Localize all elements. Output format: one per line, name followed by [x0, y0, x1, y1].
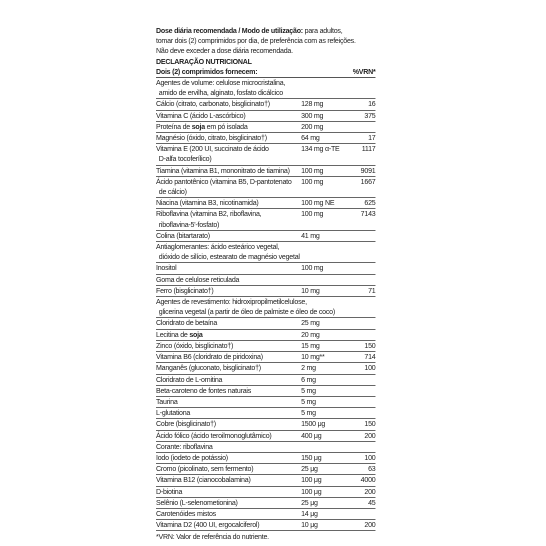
nutrient-name: Manganês (gluconato, bisglicinato†) [156, 363, 261, 373]
nutrient-name: Vitamina C (ácido L-ascórbico) [156, 110, 246, 120]
nutrient-amount: 25 μg [301, 464, 318, 474]
nutrient-vrn: 714 [364, 352, 376, 362]
nutrient-vrn: 63 [368, 464, 376, 474]
nutrient-name: Cobre (bisglicinato†) [156, 419, 216, 429]
table-row [156, 363, 375, 374]
nutrient-list-2 [156, 318, 375, 441]
nutrient-amount: 128 mg [301, 99, 324, 109]
table-row [156, 111, 375, 122]
table-row [156, 330, 375, 341]
nutrient-amount: 5 mg [301, 385, 316, 395]
table-row [156, 431, 375, 442]
nutrient-amount: 100 mg [301, 165, 324, 175]
nutrient-amount: 400 μg [301, 430, 322, 440]
nutrient-name-continued: riboflavina-5'-fosfato) [158, 219, 220, 229]
table-row [156, 122, 375, 133]
header-left: Dois (2) comprimidos fornecem: [156, 66, 258, 76]
nutrient-vrn: 45 [368, 497, 376, 507]
table-row [156, 263, 375, 274]
table-row [156, 177, 375, 198]
usage-text-2: tomar dois (2) comprimidos por dia, de preferência com as refeições. [156, 36, 356, 46]
nutrient-vrn: 375 [364, 110, 376, 120]
nutrient-name: Ácido fólico (ácido teroilmonoglutâmico) [156, 430, 272, 440]
antiagglomerants-line-1: Antiaglomerantes: ácido esteárico vegetal, [156, 242, 280, 252]
table-row [156, 520, 375, 531]
nutrient-name: Selênio (L-selenometionina) [156, 497, 238, 507]
bulking-agents-line-2: amido de ervilha, alginato, fosfato dicálcico [158, 88, 283, 98]
table-row [156, 419, 375, 430]
nutrient-name-continued: D-alfa tocoferílico) [158, 154, 212, 164]
nutrient-name-continued: de cálcio) [158, 187, 187, 197]
nutrition-label [156, 26, 375, 543]
nutrient-vrn: 1117 [361, 144, 376, 154]
nutrient-amount: 25 mg [301, 318, 320, 328]
nutrient-name: Vitamina E (200 UI, succinato de ácido D-alfa tocoferílico) [156, 144, 301, 164]
nutrient-amount: 5 mg [301, 396, 316, 406]
nutrient-amount: 5 mg [301, 408, 316, 418]
usage-text-1: para adultos, [302, 26, 343, 35]
nutrient-amount: 6 mg [301, 374, 316, 384]
nutrient-name: Proteína de soja em pó isolada [156, 121, 248, 131]
table-row [156, 166, 375, 177]
footnote: *VRN: Valor de referência do nutriente. [156, 532, 269, 542]
nutrient-name: Tiamina (vitamina B1, mononitrato de tiamina) [156, 165, 290, 175]
nutrient-name: Ácido pantotênico (vitamina B5, D-pantotenato de cálcio) [156, 177, 301, 197]
table-row [156, 386, 375, 397]
nutrient-name: Vitamina B12 (cianocobalamina) [156, 475, 251, 485]
nutrient-amount: 300 mg [301, 110, 324, 120]
table-row [156, 487, 375, 498]
nutrient-name: Cromo (picolinato, sem fermento) [156, 464, 254, 474]
table-row [156, 397, 375, 408]
nutrient-vrn: 150 [364, 419, 376, 429]
nutrient-name: Vitamina B6 (cloridrato de piridoxina) [156, 352, 263, 362]
table-row [156, 99, 375, 110]
nutrient-vrn: 100 [364, 452, 376, 462]
header-right: %VRN* [352, 66, 376, 76]
antiagglomerants-line-2: dióxido de silício, estearato de magnésio vegetal [158, 252, 300, 262]
table-row [156, 509, 375, 520]
nutrient-vrn: 100 [364, 363, 376, 373]
nutrient-amount: 134 mg α-TE [301, 144, 340, 154]
table-row [156, 144, 375, 165]
nutrient-vrn: 200 [364, 430, 376, 440]
nutrient-name: Beta-caroteno de fontes naturais [156, 385, 252, 395]
nutrient-vrn: 16 [368, 99, 376, 109]
nutrient-amount: 100 μg [301, 486, 322, 496]
table-header [156, 67, 375, 78]
nutrient-name: Carotenóides mistos [156, 508, 216, 518]
table-row [156, 453, 375, 464]
nutrient-name: Riboflavina (vitamina B2, riboflavina, riboflavina-5'-fosfato) [156, 209, 301, 229]
table-row [156, 475, 375, 486]
usage-heading: Dose diária recomendada / Modo de utilização: [156, 26, 303, 35]
table-row [156, 464, 375, 475]
nutrient-vrn: 150 [364, 340, 376, 350]
nutrient-amount: 2 mg [301, 363, 316, 373]
nutrient-name: Vitamina D2 (400 UI, ergocalciferol) [156, 520, 260, 530]
nutrient-name: Ferro (bisglicinato†) [156, 285, 214, 295]
nutrient-amount: 100 μg [301, 475, 322, 485]
nutrient-amount: 25 μg [301, 497, 318, 507]
nutrient-vrn: 7143 [360, 209, 376, 219]
nutrient-vrn: 625 [364, 198, 376, 208]
coating-line-2: glicerina vegetal (a partir de óleo de palmiste e óleo de coco) [158, 307, 335, 317]
nutrient-vrn: 1667 [360, 176, 376, 186]
nutrient-amount: 100 mg [301, 209, 324, 219]
nutrient-name: Colina (bitartarato) [156, 230, 210, 240]
usage-text-3: Não deve exceder a dose diária recomendada. [156, 46, 293, 56]
nutrient-vrn: 4000 [360, 475, 376, 485]
nutrient-name: Cálcio (citrato, carbonato, bisglicinato†) [156, 99, 270, 109]
nutrient-amount: 100 mg [301, 176, 324, 186]
nutrient-name: Cloridrato de L-ornitina [156, 374, 223, 384]
nutrient-name: L-glutationa [156, 408, 191, 418]
nutrient-amount: 15 mg [301, 340, 320, 350]
nutrient-vrn: 71 [368, 285, 376, 295]
table-row [156, 318, 375, 329]
table-row [156, 498, 375, 509]
nutrient-name: Lecitina de soja [156, 329, 203, 339]
nutrient-amount: 41 mg [301, 230, 320, 240]
nutrient-amount: 20 mg [301, 329, 320, 339]
nutrient-name: Niacina (vitamina B3, nicotinamida) [156, 198, 259, 208]
nutrient-amount: 10 mg** [301, 352, 325, 362]
nutrient-vrn: 200 [364, 520, 376, 530]
nutrient-list-3 [156, 453, 375, 531]
nutrient-name: D-biotina [156, 486, 183, 496]
nutrient-amount: 100 mg [301, 263, 324, 273]
colorant: Corante: riboflavina [156, 442, 375, 453]
nutrient-vrn: 17 [368, 133, 376, 143]
table-row [156, 286, 375, 297]
table-row [156, 231, 375, 242]
nutrient-amount: 10 μg [301, 520, 318, 530]
nutrient-amount: 14 μg [301, 508, 318, 518]
bulking-agents-line-1: Agentes de volume: celulose microcristalina, [156, 78, 286, 88]
nutrient-amount: 64 mg [301, 133, 320, 143]
nutrient-amount: 200 mg [301, 121, 324, 131]
cellulose-gum: Goma de celulose reticulada [156, 275, 375, 286]
table-row [156, 341, 375, 352]
nutrient-name: Magnésio (óxido, citrato, bisglicinato†) [156, 133, 267, 143]
nutrient-amount: 10 mg [301, 285, 320, 295]
nutrient-vrn: 9091 [360, 165, 376, 175]
coating-agents [156, 297, 375, 318]
nutrient-amount: 1500 μg [301, 419, 326, 429]
nutrient-name: Inositol [156, 263, 177, 273]
nutrient-name: Zinco (óxido, bisglicinato†) [156, 340, 234, 350]
nutrient-name: Iodo (iodeto de potássio) [156, 452, 228, 462]
nutrient-name: Taurina [156, 396, 178, 406]
nutrient-amount: 100 mg NE [301, 198, 335, 208]
table-row [156, 375, 375, 386]
table-row [156, 408, 375, 419]
antiagglomerants [156, 242, 375, 263]
coating-line-1: Agentes de revestimento: hidroxipropilmetilcelulose, [156, 297, 307, 307]
table-row [156, 133, 375, 144]
declaration-title: DECLARAÇÃO NUTRICIONAL [156, 56, 252, 66]
nutrient-vrn: 200 [364, 486, 376, 496]
usage-instructions [156, 26, 375, 57]
table-row [156, 198, 375, 209]
nutrient-amount: 150 μg [301, 452, 322, 462]
table-row [156, 209, 375, 230]
nutrient-name: Cloridrato de betaína [156, 318, 218, 328]
table-row [156, 352, 375, 363]
nutrient-list-1 [156, 99, 375, 242]
bulking-agents [156, 78, 375, 99]
